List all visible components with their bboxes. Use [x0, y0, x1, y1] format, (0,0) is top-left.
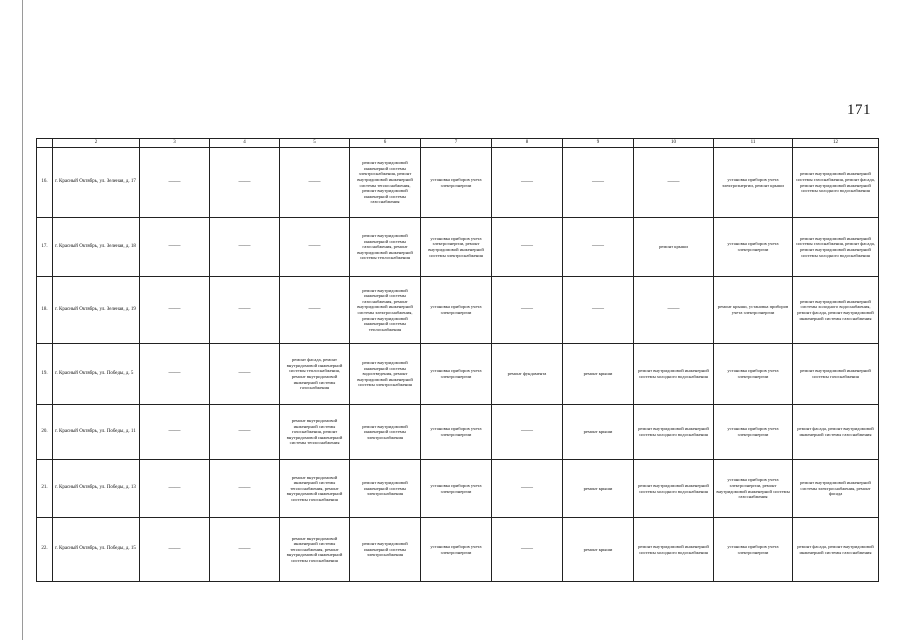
- cell-col9: ——: [563, 148, 634, 218]
- cell-col3: ——: [140, 518, 210, 582]
- cell-col3: ——: [140, 460, 210, 518]
- table-row: [37, 218, 879, 277]
- cell-col8: ремонт фундамента: [492, 344, 563, 405]
- header-cell-10: 10: [634, 139, 714, 148]
- table-row: [37, 344, 879, 405]
- cell-col9: ремонт крыши: [563, 518, 634, 582]
- cell-col8: ——: [492, 277, 563, 344]
- cell-col4: ——: [210, 277, 280, 344]
- page-number: 171: [847, 102, 871, 118]
- cell-col4: ——: [210, 344, 280, 405]
- cell-col10: ремонт внутридомовой инженерной системы холодного водоснабжения: [634, 344, 714, 405]
- row-number: 16.: [37, 148, 53, 218]
- cell-col5: ремонт внутридомовой инженерной системы теплоснабжения, ремонт внутридомовой инженерной системы газоснабжения: [280, 518, 350, 582]
- table-row: [37, 405, 879, 460]
- row-number: 19.: [37, 344, 53, 405]
- cell-col12: ремонт внутридомовой инженерной системы газоснабжения, ремонт фасада, ремонт внутридомовой инженерной системы холодного водоснабжения: [793, 148, 879, 218]
- cell-col4: ——: [210, 218, 280, 277]
- cell-col5: ——: [280, 218, 350, 277]
- cell-col4: ——: [210, 148, 280, 218]
- header-cell-5: 5: [280, 139, 350, 148]
- cell-col4: ——: [210, 460, 280, 518]
- address-cell: г. Красный Октябрь, ул. Победы, д. 11: [53, 405, 140, 460]
- cell-col10: ремонт крыши: [634, 218, 714, 277]
- cell-col6: ремонт внутридомовой инженерной системы электроснабжения: [350, 518, 421, 582]
- cell-col4: ——: [210, 405, 280, 460]
- cell-col6: ремонт внутридомовой инженерной системы электроснабжения: [350, 405, 421, 460]
- cell-col11: установка приборов учета электроэнергии: [714, 405, 793, 460]
- cell-col12: ремонт фасада, ремонт внутридомовой инженерной системы газоснабжения: [793, 405, 879, 460]
- cell-col10: ремонт внутридомовой инженерной системы холодного водоснабжения: [634, 518, 714, 582]
- cell-col12: ремонт внутридомовой инженерной системы газоснабжения: [793, 344, 879, 405]
- cell-col11: установка приборов учета электроэнергии, ремонт внутридомовой инженерной системы газоснабжения: [714, 460, 793, 518]
- cell-col5: ——: [280, 148, 350, 218]
- header-cell-9: 9: [563, 139, 634, 148]
- header-cell-12: 12: [793, 139, 879, 148]
- row-number: 22.: [37, 518, 53, 582]
- cell-col12: ремонт внутридомовой инженерной системы электроснабжения, ремонт фасада: [793, 460, 879, 518]
- cell-col8: ——: [492, 405, 563, 460]
- table-row: [37, 277, 879, 344]
- address-cell: г. Красный Октябрь, ул. Зеленая, д. 18: [53, 218, 140, 277]
- cell-col6: ремонт внутридомовой инженерной системы водоотведения, ремонт внутридомовой инженерной системы электроснабжения: [350, 344, 421, 405]
- cell-col3: ——: [140, 277, 210, 344]
- header-cell-2: 2: [53, 139, 140, 148]
- cell-col8: ——: [492, 218, 563, 277]
- header-cell-8: 8: [492, 139, 563, 148]
- cell-col7: установка приборов учета электроэнергии: [421, 148, 492, 218]
- address-cell: г. Красный Октябрь, ул. Победы, д. 5: [53, 344, 140, 405]
- cell-col10: ——: [634, 148, 714, 218]
- cell-col6: ремонт внутридомовой инженерной системы газоснабжения, ремонт внутридомовой инженерной системы теплоснабжения: [350, 218, 421, 277]
- cell-col11: установка приборов учета электроэнергии: [714, 218, 793, 277]
- row-number: 20.: [37, 405, 53, 460]
- cell-col11: установка приборов учета электроэнергии: [714, 518, 793, 582]
- row-number: 18.: [37, 277, 53, 344]
- table-row: [37, 148, 879, 218]
- cell-col10: ремонт внутридомовой инженерной системы холодного водоснабжения: [634, 405, 714, 460]
- cell-col7: установка приборов учета электроэнергии: [421, 344, 492, 405]
- header-row: [37, 139, 879, 148]
- cell-col8: ——: [492, 148, 563, 218]
- cell-col10: ремонт внутридомовой инженерной системы холодного водоснабжения: [634, 460, 714, 518]
- cell-col7: установка приборов учета электроэнергии: [421, 277, 492, 344]
- row-number: 21.: [37, 460, 53, 518]
- cell-col5: ремонт внутридомовой инженерной системы теплоснабжения, ремонт внутридомовой инженерной системы газоснабжения: [280, 460, 350, 518]
- header-cell-6: 6: [350, 139, 421, 148]
- cell-col7: установка приборов учета электроэнергии: [421, 460, 492, 518]
- cell-col8: ——: [492, 460, 563, 518]
- cell-col6: ремонт внутридомовой инженерной системы электроснабжения: [350, 460, 421, 518]
- cell-col8: ——: [492, 518, 563, 582]
- cell-col9: ——: [563, 277, 634, 344]
- cell-col9: ремонт крыши: [563, 344, 634, 405]
- cell-col9: ремонт крыши: [563, 405, 634, 460]
- header-cell-11: 11: [714, 139, 793, 148]
- cell-col5: ——: [280, 277, 350, 344]
- header-cell-3: 3: [140, 139, 210, 148]
- table-row: [37, 460, 879, 518]
- cell-col5: ремонт внутридомовой инженерной системы газоснабжения, ремонт внутридомовой инженерной системы теплоснабжения: [280, 405, 350, 460]
- cell-col9: ремонт крыши: [563, 460, 634, 518]
- cell-col4: ——: [210, 518, 280, 582]
- address-cell: г. Красный Октябрь, ул. Победы, д. 13: [53, 460, 140, 518]
- header-cell-4: 4: [210, 139, 280, 148]
- cell-col3: ——: [140, 218, 210, 277]
- cell-col6: ремонт внутридомовой инженерной системы электроснабжения, ремонт внутридомовой инженерной системы теплоснабжения, ремонт внутридомовой инженерной системы газоснабжения: [350, 148, 421, 218]
- cell-col7: установка приборов учета электроэнергии, ремонт внутридомовой инженерной системы электроснабжения: [421, 218, 492, 277]
- header-cell-7: 7: [421, 139, 492, 148]
- cell-col12: ремонт внутридомовой инженерной системы газоснабжения, ремонт фасада, ремонт внутридомовой инженерной системы холодного водоснабжения: [793, 218, 879, 277]
- cell-col9: ——: [563, 218, 634, 277]
- cell-col3: ——: [140, 344, 210, 405]
- cell-col7: установка приборов учета электроэнергии: [421, 405, 492, 460]
- table-row: [37, 518, 879, 582]
- row-number: 17.: [37, 218, 53, 277]
- address-cell: г. Красный Октябрь, ул. Зеленая, д. 17: [53, 148, 140, 218]
- cell-col12: ремонт фасада, ремонт внутридомовой инженерной системы газоснабжения: [793, 518, 879, 582]
- cell-col11: ремонт крыши, установка приборов учета электроэнергии: [714, 277, 793, 344]
- cell-col11: установка приборов учета электроэнергии, ремонт крыши: [714, 148, 793, 218]
- cell-col5: ремонт фасада, ремонт внутридомовой инженерной системы теплоснабжения, ремонт внутридомовой инженерной системы газоснабжения: [280, 344, 350, 405]
- repair-schedule-table: [36, 138, 879, 582]
- address-cell: г. Красный Октябрь, ул. Зеленая, д. 19: [53, 277, 140, 344]
- scan-edge-line: [22, 0, 23, 640]
- address-cell: г. Красный Октябрь, ул. Победы, д. 15: [53, 518, 140, 582]
- header-cell-1: [37, 139, 53, 148]
- cell-col3: ——: [140, 148, 210, 218]
- cell-col6: ремонт внутридомовой инженерной системы газоснабжения, ремонт внутридомовой инженерной системы электроснабжения, ремонт внутридомовой инженерной системы теплоснабжения: [350, 277, 421, 344]
- cell-col12: ремонт внутридомовой инженерной системы холодного водоснабжения, ремонт фасада, ремонт внутридомовой инженерной системы газоснабжения: [793, 277, 879, 344]
- cell-col11: установка приборов учета электроэнергии: [714, 344, 793, 405]
- cell-col10: ——: [634, 277, 714, 344]
- cell-col3: ——: [140, 405, 210, 460]
- cell-col7: установка приборов учета электроэнергии: [421, 518, 492, 582]
